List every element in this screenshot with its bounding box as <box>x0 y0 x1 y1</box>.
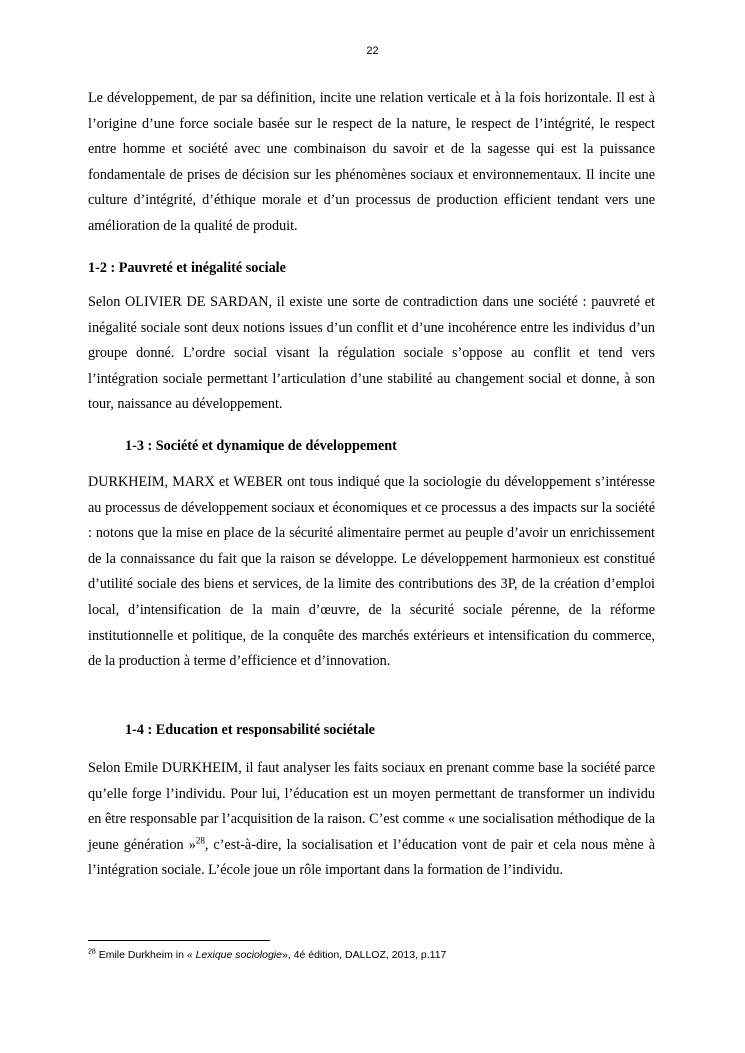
footnote-text-end: », 4é édition, DALLOZ, 2013, p.117 <box>281 949 447 961</box>
footnote-reference[interactable]: 28 <box>195 835 205 846</box>
footnote <box>88 949 688 961</box>
heading-1-3: 1-3 : Société et dynamique de développement <box>125 438 397 454</box>
page-number: 22 <box>366 45 379 57</box>
footnote-book-title: Lexique sociologie <box>195 949 282 961</box>
heading-1-4: 1-4 : Education et responsabilité sociétale <box>125 722 375 738</box>
paragraph-olivier-de-sardan: Selon OLIVIER DE SARDAN, il existe une sorte de contradiction dans une société : pauvreté et inégalité sociale sont deux notions issues d’un conflit et d’une incohérence entre les individus d’un groupe donné. L’ordre social visant la régulation sociale s’oppose au conflit et tend vers l’intégration sociale permettant l’articulation d’une stabilité au changement social et donne, à son tour, naissance au développement. <box>88 294 655 413</box>
heading-1-2: 1-2 : Pauvreté et inégalité sociale <box>88 260 286 276</box>
paragraph-durkheim-marx-weber: DURKHEIM, MARX et WEBER ont tous indiqué que la sociologie du développement s’intéresse au processus de développement sociaux et économiques et ce processus a des impacts sur la société : notons que la mise en place de la sécurité alimentaire permet au peuple d’avoir un enrichissement de la connaissance du fait que la raison se développe. Le développement harmonieux est constitué d’utilité sociale des biens et services, de la limite des contributions des 3P, de la création d’emploi local, d’intensification de la main d’œuvre, de la sécurité sociale pérenne, de la réforme institutionnelle et politique, de la conquête des marchés extérieurs et intensification du commerce, de la production à terme d’efficience et d’innovation. <box>88 474 655 670</box>
paragraph-4-text-start: Selon Emile DURKHEIM, il faut analyser les faits sociaux en prenant comme base la société parce qu’elle forge l’individu. Pour lui, l’éducation est un moyen permettant de transformer un individu en être responsable par l’acquisition de la raison. C’est comme « une socialisation méthodique de la jeune génération » <box>88 760 655 853</box>
paragraph-development-definition: Le développement, de par sa définition, incite une relation verticale et à la fois horizontale. Il est à l’origine d’une force sociale basée sur le respect de la nature, le respect de l’intégrité, le respect entre homme et société avec une combinaison du savoir et de la sagesse qui est la puissance fondamentale de prises de décision sur les phénomènes sociaux et environnementaux. Il incite une culture d’intégrité, d’éthique morale et d’un processus de production efficient tendant vers une amélioration de la qualité de produit. <box>88 90 655 234</box>
footnote-separator <box>88 940 270 941</box>
footnote-number: 28 <box>88 948 96 956</box>
paragraph-emile-durkheim <box>88 756 655 884</box>
footnote-text-start: Emile Durkheim in « <box>95 949 196 961</box>
paragraph-4-text-end: , c’est-à-dire, la socialisation et l’éducation vont de pair et cela nous mène à l’intégration sociale. L’école joue un rôle important dans la formation de l’individu. <box>88 836 655 879</box>
